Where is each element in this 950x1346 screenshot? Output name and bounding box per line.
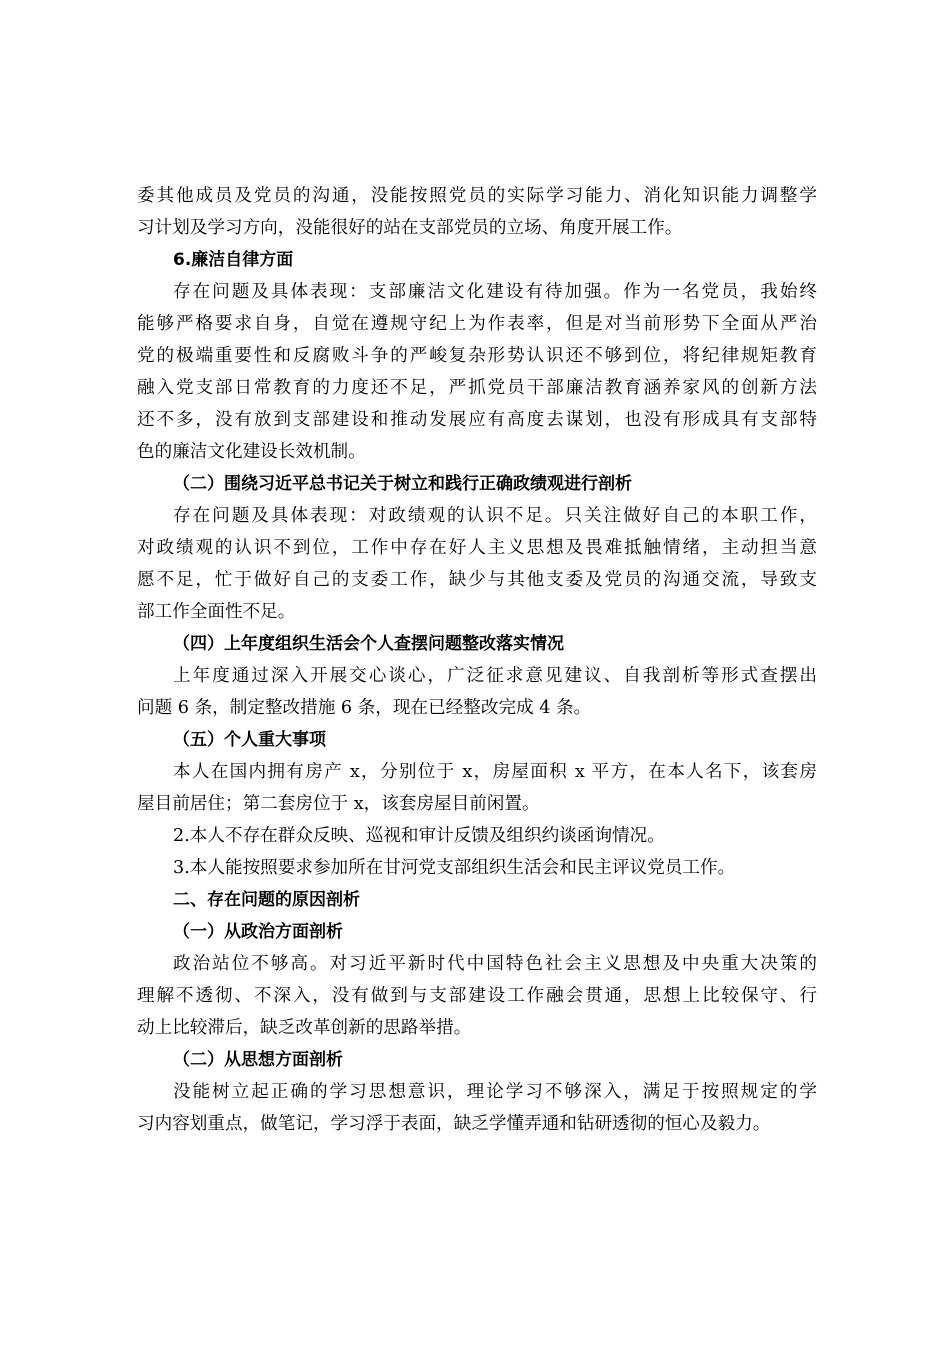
paragraph-line: 对政绩观的认识不到位，工作中存在好人主义思想及畏难抵触情绪，主动担当意 [137, 538, 817, 558]
paragraph-line: 3.本人能按照要求参加所在甘河党支部组织生活会和民主评议党员工作。 [173, 858, 736, 878]
paragraph-line: 党的极端重要性和反腐败斗争的严峻复杂形势认识还不够到位，将纪律规矩教育 [137, 346, 817, 366]
section-heading [137, 628, 817, 660]
body-paragraph [137, 1076, 817, 1140]
body-paragraph [137, 500, 817, 628]
heading-text: （二）从思想方面剖析 [173, 1050, 343, 1070]
paragraph-line: 上年度通过深入开展交心谈心，广泛征求意见建议、自我剖析等形式查摆出 [173, 666, 817, 686]
heading-text: （五）个人重大事项 [173, 730, 326, 750]
heading-text: 6.廉洁自律方面 [173, 250, 294, 270]
paragraph-line: 本人在国内拥有房产 x，分别位于 x，房屋面积 x 平方，在本人名下，该套房 [173, 762, 817, 782]
section-heading [137, 244, 817, 276]
paragraph-line: 习内容划重点，做笔记，学习浮于表面，缺乏学懂弄通和钻研透彻的恒心及毅力。 [137, 1114, 771, 1134]
paragraph-line: 融入党支部日常教育的力度还不足，严抓党员干部廉洁教育涵养家风的创新方法 [137, 378, 817, 398]
section-heading [137, 916, 817, 948]
heading-text: （四）上年度组织生活会个人查摆问题整改落实情况 [173, 634, 564, 654]
section-heading [137, 1044, 817, 1076]
section-heading [137, 884, 817, 916]
body-paragraph [137, 756, 817, 820]
paragraph-line: 理解不透彻、不深入，没有做到与支部建设工作融会贯通，思想上比较保守、行 [137, 986, 817, 1006]
body-paragraph [137, 660, 817, 724]
paragraph-line: 习计划及学习方向，没能很好的站在支部党员的立场、角度开展工作。 [137, 218, 683, 238]
body-paragraph [137, 276, 817, 468]
body-paragraph [137, 852, 817, 884]
paragraph-line: 还不多，没有放到支部建设和推动发展应有高度去谋划，也没有形成具有支部特 [137, 410, 817, 430]
paragraph-line: 委其他成员及党员的沟通，没能按照党员的实际学习能力、消化知识能力调整学 [137, 186, 817, 206]
section-heading [137, 468, 817, 500]
heading-text: （一）从政治方面剖析 [173, 922, 343, 942]
paragraph-line: 部工作全面性不足。 [137, 602, 296, 622]
body-paragraph [137, 948, 817, 1044]
heading-text: （二）围绕习近平总书记关于树立和践行正确政绩观进行剖析 [173, 474, 632, 494]
body-paragraph [137, 180, 817, 244]
paragraph-line: 没能树立起正确的学习思想意识，理论学习不够深入，满足于按照规定的学 [173, 1082, 817, 1102]
paragraph-line: 存在问题及具体表现：对政绩观的认识不足。只关注做好自己的本职工作， [173, 506, 817, 526]
section-heading [137, 724, 817, 756]
document-body [137, 180, 817, 1140]
body-paragraph [137, 820, 817, 852]
paragraph-line: 能够严格要求自身，自觉在遵规守纪上为作表率，但是对当前形势下全面从严治 [137, 314, 817, 334]
paragraph-line: 问题 6 条，制定整改措施 6 条，现在已经整改完成 4 条。 [137, 698, 592, 718]
paragraph-line: 存在问题及具体表现：支部廉洁文化建设有待加强。作为一名党员，我始终 [173, 282, 817, 302]
heading-text: 二、存在问题的原因剖析 [173, 890, 360, 910]
paragraph-line: 2.本人不存在群众反映、巡视和审计反馈及组织约谈函询情况。 [173, 826, 665, 846]
paragraph-line: 动上比较滞后，缺乏改革创新的思路举措。 [137, 1018, 472, 1038]
paragraph-line: 政治站位不够高。对习近平新时代中国特色社会主义思想及中央重大决策的 [173, 954, 817, 974]
paragraph-line: 愿不足，忙于做好自己的支委工作，缺少与其他支委及党员的沟通交流，导致支 [137, 570, 817, 590]
paragraph-line: 色的廉洁文化建设长效机制。 [137, 442, 366, 462]
paragraph-line: 屋目前居住；第二套房位于 x，该套房屋目前闲置。 [137, 794, 540, 814]
